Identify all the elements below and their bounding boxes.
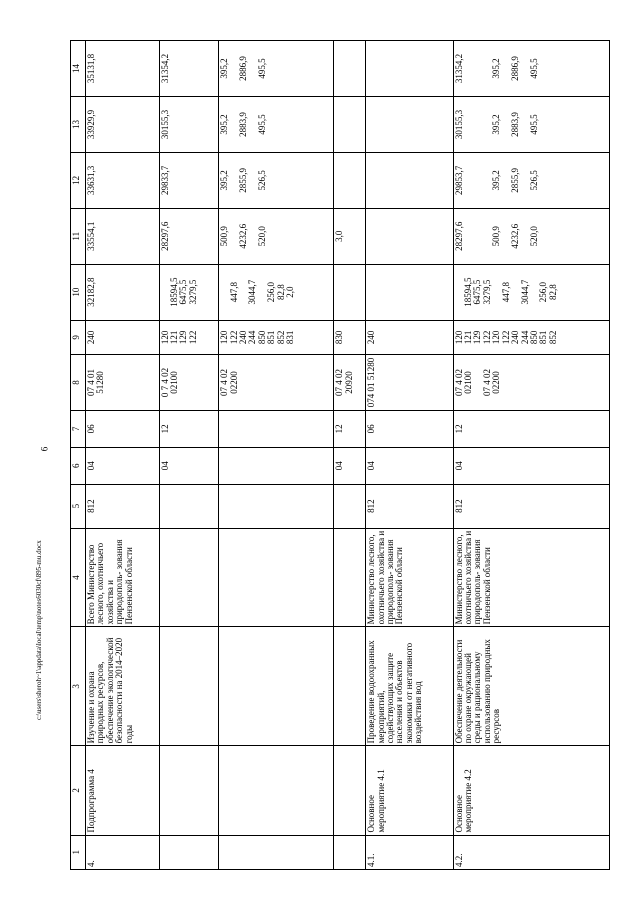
- table-cell: [219, 410, 334, 447]
- header-cell: 1: [71, 835, 86, 869]
- table-cell: 12: [453, 410, 610, 447]
- header-cell: 12: [71, 152, 86, 208]
- table-cell: 04: [334, 447, 366, 484]
- table-cell: [219, 746, 334, 835]
- table-cell: [366, 152, 453, 208]
- table-cell: 120 121 129 122 120 122 240 244 850 851 852: [453, 320, 610, 354]
- table-cell: 395,2 2855,9 526,5: [219, 152, 334, 208]
- rotated-table-wrapper: [70, 40, 610, 870]
- table-cell: 33631,3: [86, 152, 160, 208]
- table-cell: [159, 627, 219, 746]
- header-cell: 8: [71, 355, 86, 411]
- table-body: [86, 41, 610, 870]
- table-cell: [334, 264, 366, 320]
- header-cell: 11: [71, 208, 86, 264]
- table-cell: 18594,5 6475,5 3279,5 447,8 3044,7 256,0 82,8: [453, 264, 610, 320]
- table-cell: 04: [86, 447, 160, 484]
- table-cell: Обеспечение деятельности по охране окружающей среды и рациональному использованию природных ресурсов: [453, 627, 610, 746]
- table-cell: 3,0: [334, 208, 366, 264]
- table-cell: [334, 746, 366, 835]
- table-cell: 447,8 3044,7 256,0 82,8 2,0: [219, 264, 334, 320]
- table-cell: 500,9 4232,6 520,0: [219, 208, 334, 264]
- table-cell: 30155,3 395,2 2883,9 495,5: [453, 97, 610, 153]
- table-cell: [219, 528, 334, 627]
- table-cell: [366, 41, 453, 97]
- table-row: [159, 41, 219, 870]
- table-cell: 35131,8: [86, 41, 160, 97]
- table-cell: 812: [366, 484, 453, 528]
- table-cell: [219, 447, 334, 484]
- table-cell: 29833,7: [159, 152, 219, 208]
- header-cell: 10: [71, 264, 86, 320]
- table-cell: 30155,3: [159, 97, 219, 153]
- table-cell: [334, 627, 366, 746]
- header-cell: 13: [71, 97, 86, 153]
- page-number: 6: [39, 446, 50, 452]
- table-cell: 06: [366, 410, 453, 447]
- table-cell: [366, 97, 453, 153]
- table-cell: 4.1.: [366, 835, 453, 869]
- table-cell: 4.: [86, 835, 160, 869]
- table-cell: 812: [86, 484, 160, 528]
- table-cell: [334, 835, 366, 869]
- table-cell: Министерство лесного, охотничьего хозяйства и природополь- зования Пензенской области: [453, 528, 610, 627]
- table-cell: Министерство лесного, охотничьего хозяйства и природополь- зования Пензенской области: [366, 528, 453, 627]
- table-cell: 33929,9: [86, 97, 160, 153]
- table-cell: 830: [334, 320, 366, 354]
- table-cell: 18594,5 6475,5 3279,5: [159, 264, 219, 320]
- table-row: [219, 41, 334, 870]
- table-cell: [159, 528, 219, 627]
- table-cell: [219, 627, 334, 746]
- table-cell: [334, 528, 366, 627]
- table-cell: Основное мероприятие 4.1: [366, 746, 453, 835]
- table-cell: [334, 97, 366, 153]
- table-cell: 31354,2 395,2 2886,9 495,5: [453, 41, 610, 97]
- table-cell: 04: [366, 447, 453, 484]
- table-cell: 33554,1: [86, 208, 160, 264]
- table-cell: 12: [334, 410, 366, 447]
- table-cell: 074 01 51280: [366, 355, 453, 411]
- table-cell: 395,2 2886,9 495,5: [219, 41, 334, 97]
- table-cell: 395,2 2883,9 495,5: [219, 97, 334, 153]
- header-cell: 7: [71, 410, 86, 447]
- table-cell: [159, 484, 219, 528]
- table-cell: 0 7 4 02 02100: [159, 355, 219, 411]
- table-cell: [366, 208, 453, 264]
- table-cell: Основное мероприятие 4.2: [453, 746, 610, 835]
- table-cell: 07 4 02 02100 07 4 02 02200: [453, 355, 610, 411]
- table-cell: 12: [159, 410, 219, 447]
- table-cell: [219, 484, 334, 528]
- table-cell: 240: [86, 320, 160, 354]
- table-cell: 812: [453, 484, 610, 528]
- table-cell: Подпрограмма 4: [86, 746, 160, 835]
- table-cell: [159, 746, 219, 835]
- table-cell: [159, 835, 219, 869]
- header-cell: 2: [71, 746, 86, 835]
- table-cell: [334, 41, 366, 97]
- table-row: [366, 41, 453, 870]
- table-cell: 4.2.: [453, 835, 610, 869]
- table-cell: Изучение и охрана природных ресурсов, обеспечение экологической безопасности на 2014–2020 годы: [86, 627, 160, 746]
- table-cell: 120 122 240 244 850 851 852 831: [219, 320, 334, 354]
- table-cell: 07 4 02 20920: [334, 355, 366, 411]
- table-row: [334, 41, 366, 870]
- budget-table: [70, 40, 610, 870]
- table-cell: 07 4 01 51280: [86, 355, 160, 411]
- table-cell: [334, 484, 366, 528]
- table-cell: [219, 835, 334, 869]
- table-cell: [334, 152, 366, 208]
- table-cell: 240: [366, 320, 453, 354]
- table-cell: [366, 264, 453, 320]
- table-cell: 32182,8: [86, 264, 160, 320]
- table-cell: Всего Министерство лесного, охотничьего хозяйства и природополь- зования Пензенской области: [86, 528, 160, 627]
- header-cell: 3: [71, 627, 86, 746]
- table-cell: 04: [159, 447, 219, 484]
- table-cell: 06: [86, 410, 160, 447]
- table-cell: 28297,6: [159, 208, 219, 264]
- header-row: [71, 41, 86, 870]
- table-cell: 29853,7 395,2 2855,9 526,5: [453, 152, 610, 208]
- table-cell: 120 121 129 122: [159, 320, 219, 354]
- footer-path: c:\users\sheroh~1\appdata\local\temp\notes6030cf\895-mu.docx: [35, 540, 43, 720]
- table-row: [453, 41, 610, 870]
- header-cell: 4: [71, 528, 86, 627]
- header-cell: 5: [71, 484, 86, 528]
- table-cell: 31354,2: [159, 41, 219, 97]
- table-row: [86, 41, 160, 870]
- table-cell: 28297,6 500,9 4232,6 520,0: [453, 208, 610, 264]
- table-cell: 04: [453, 447, 610, 484]
- header-cell: 6: [71, 447, 86, 484]
- header-cell: 9: [71, 320, 86, 354]
- header-cell: 14: [71, 41, 86, 97]
- table-cell: Проведение водоохранных мероприятий, содействующих защите населения и объектов экономики от негативного воздействия вод: [366, 627, 453, 746]
- table-cell: 07 4 02 02200: [219, 355, 334, 411]
